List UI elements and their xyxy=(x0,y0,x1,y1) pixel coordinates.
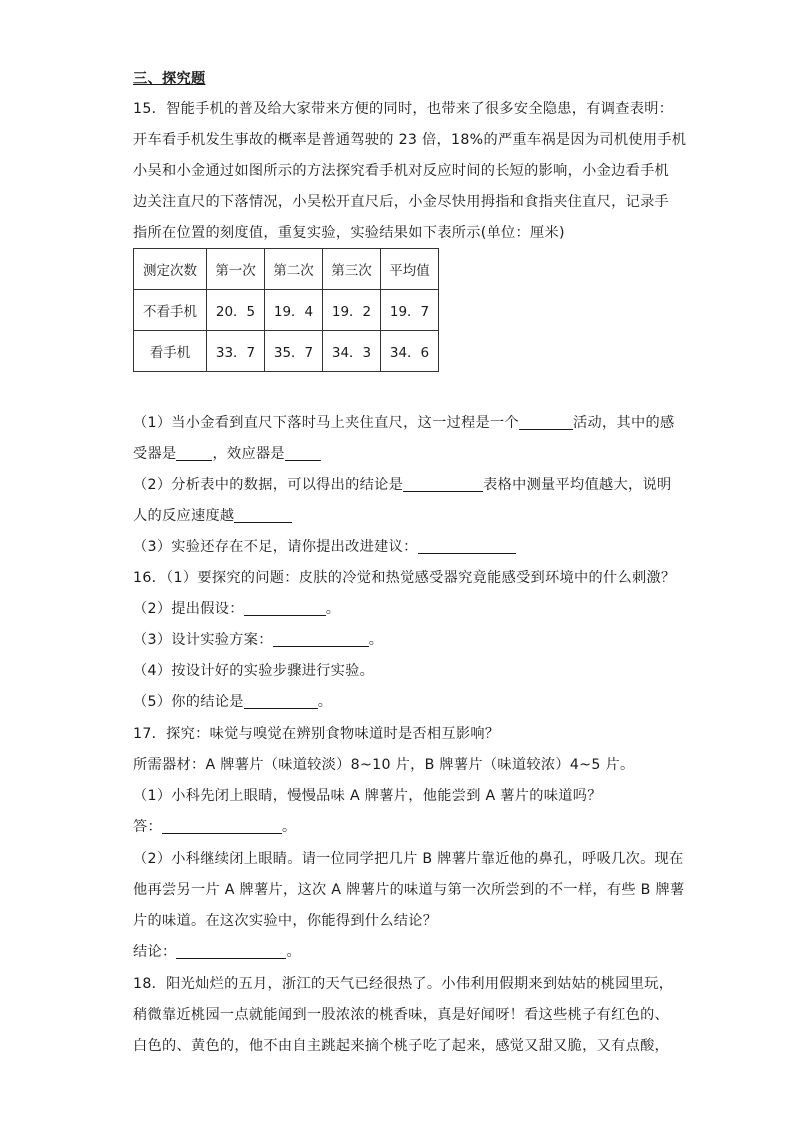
table-cell: 不看手机 xyxy=(134,290,207,331)
q15-line-3: 小吴和小金通过如图所示的方法探究看手机对反应时间的长短的影响，小金边看手机 xyxy=(133,163,670,179)
q17-line-2: 所需器材：A 牌薯片（味道较淡）8~10 片，B 牌薯片（味道较浓）4~5 片。 xyxy=(133,757,635,773)
answer-blank[interactable] xyxy=(244,694,318,709)
table-row xyxy=(134,331,439,372)
q15-sub2-line-1 xyxy=(133,476,671,494)
section-title: 三、探究题 xyxy=(133,71,206,87)
q16-conclusion-label: （5）你的结论是 xyxy=(133,694,244,710)
q15-sub1-text-d: ，效应器是 xyxy=(212,446,285,462)
q17-line-4 xyxy=(133,818,296,836)
table-header-cell: 第二次 xyxy=(265,249,323,290)
q15-sub3-line xyxy=(133,538,516,556)
answer-blank[interactable] xyxy=(273,632,369,647)
table-cell: 33．7 xyxy=(207,331,265,372)
q16-line-5 xyxy=(133,693,332,711)
table-header-row xyxy=(134,249,439,290)
answer-blank[interactable] xyxy=(244,601,326,616)
q15-sub1-text-a: （1）当小金看到直尺下落时马上夹住直尺，这一过程是一个 xyxy=(133,415,520,431)
results-table xyxy=(133,248,439,372)
table-cell: 34．6 xyxy=(381,331,439,372)
period: 。 xyxy=(281,819,297,835)
q15-sub2-text-b: 表格中测量平均值越大，说明 xyxy=(483,477,672,493)
period: 。 xyxy=(317,694,333,710)
answer-blank[interactable] xyxy=(234,508,292,523)
q15-sub2-text-a: （2）分析表中的数据，可以得出的结论是 xyxy=(133,477,404,493)
q15-sub3-text: （3）实验还存在不足，请你提出改进建议： xyxy=(133,539,418,555)
answer-blank[interactable] xyxy=(162,819,282,834)
period: 。 xyxy=(368,632,384,648)
q17-conclusion-label: 结论： xyxy=(133,944,177,960)
period: 。 xyxy=(286,944,301,960)
table-cell: 19．7 xyxy=(381,290,439,331)
answer-blank[interactable] xyxy=(176,446,212,461)
q15-sub2-text-c: 人的反应速度越 xyxy=(133,508,235,524)
q16-line-1: 16．（1）要探究的问题：皮肤的冷觉和热觉感受器究竟能感受到环境中的什么刺激？ xyxy=(133,570,676,586)
table-cell: 19．4 xyxy=(265,290,323,331)
q18-line-2: 稍微靠近桃园一点就能闻到一股浓浓的桃香味，真是好闻呀！看这些桃子有红色的、 xyxy=(133,1007,670,1023)
table-cell: 看手机 xyxy=(134,331,207,372)
q17-line-1: 17．探究：味觉与嗅觉在辨别食物味道时是否相互影响？ xyxy=(133,726,500,742)
q17-line-6: 他再尝另一片 A 牌薯片，这次 A 牌薯片的味道与第一次所尝到的不一样，有些 B 牌薯 xyxy=(133,882,685,898)
period: 。 xyxy=(325,601,341,617)
table-header-cell: 第三次 xyxy=(323,249,381,290)
q15-line-5: 指所在位置的刻度值，重复实验，实验结果如下表所示(单位：厘米) xyxy=(133,225,565,241)
q15-sub1-text-b: 活动，其中的感 xyxy=(573,415,675,431)
q18-line-1: 18．阳光灿烂的五月，浙江的天气已经很热了。小伟利用假期来到姑姑的桃园里玩， xyxy=(133,976,674,992)
q16-hypothesis-label: （2）提出假设： xyxy=(133,601,244,617)
q15-sub1-line-1 xyxy=(133,414,674,432)
table-header-cell: 平均值 xyxy=(381,249,439,290)
answer-blank[interactable] xyxy=(403,477,483,492)
answer-blank[interactable] xyxy=(285,446,321,461)
q15-line-1: 15．智能手机的普及给大家带来方便的同时，也带来了很多安全隐患，有调查表明： xyxy=(133,101,674,117)
q15-sub1-line-2 xyxy=(133,445,321,463)
q15-line-2: 开车看手机发生事故的概率是普通驾驶的 23 倍，18%的严重车祸是因为司机使用手机 xyxy=(133,132,687,148)
table-cell: 19．2 xyxy=(323,290,381,331)
q16-line-2 xyxy=(133,600,340,618)
q16-line-4: （4）按设计好的实验步骤进行实验。 xyxy=(133,663,375,679)
q17-line-3: （1）小科先闭上眼睛，慢慢品味 A 牌薯片，他能尝到 A 薯片的味道吗？ xyxy=(133,788,602,804)
answer-blank[interactable] xyxy=(519,415,573,430)
q15-sub1-text-c: 受器是 xyxy=(133,446,177,462)
table-cell: 35．7 xyxy=(265,331,323,372)
table-header-cell: 测定次数 xyxy=(134,249,207,290)
q17-line-8 xyxy=(133,943,301,961)
table-row xyxy=(134,290,439,331)
q16-line-3 xyxy=(133,631,383,649)
q18-line-3: 白色的、黄色的，他不由自主跳起来摘个桃子吃了起来，感觉又甜又脆，又有点酸， xyxy=(133,1038,670,1054)
q15-line-4: 边关注直尺的下落情况，小吴松开直尺后，小金尽快用拇指和食指夹住直尺，记录手 xyxy=(133,194,670,210)
table-cell: 34．3 xyxy=(323,331,381,372)
q17-line-7: 片的味道。在这次实验中，你能得到什么结论？ xyxy=(133,913,438,929)
q15-sub2-line-2 xyxy=(133,507,292,525)
table-header-cell: 第一次 xyxy=(207,249,265,290)
table-cell: 20．5 xyxy=(207,290,265,331)
q17-line-5: （2）小科继续闭上眼睛。请一位同学把几片 B 牌薯片靠近他的鼻孔，呼吸几次。现在 xyxy=(133,851,684,867)
answer-blank[interactable] xyxy=(176,944,286,959)
answer-blank[interactable] xyxy=(418,539,516,554)
q16-plan-label: （3）设计实验方案： xyxy=(133,632,273,648)
q17-answer-label: 答： xyxy=(133,819,162,835)
